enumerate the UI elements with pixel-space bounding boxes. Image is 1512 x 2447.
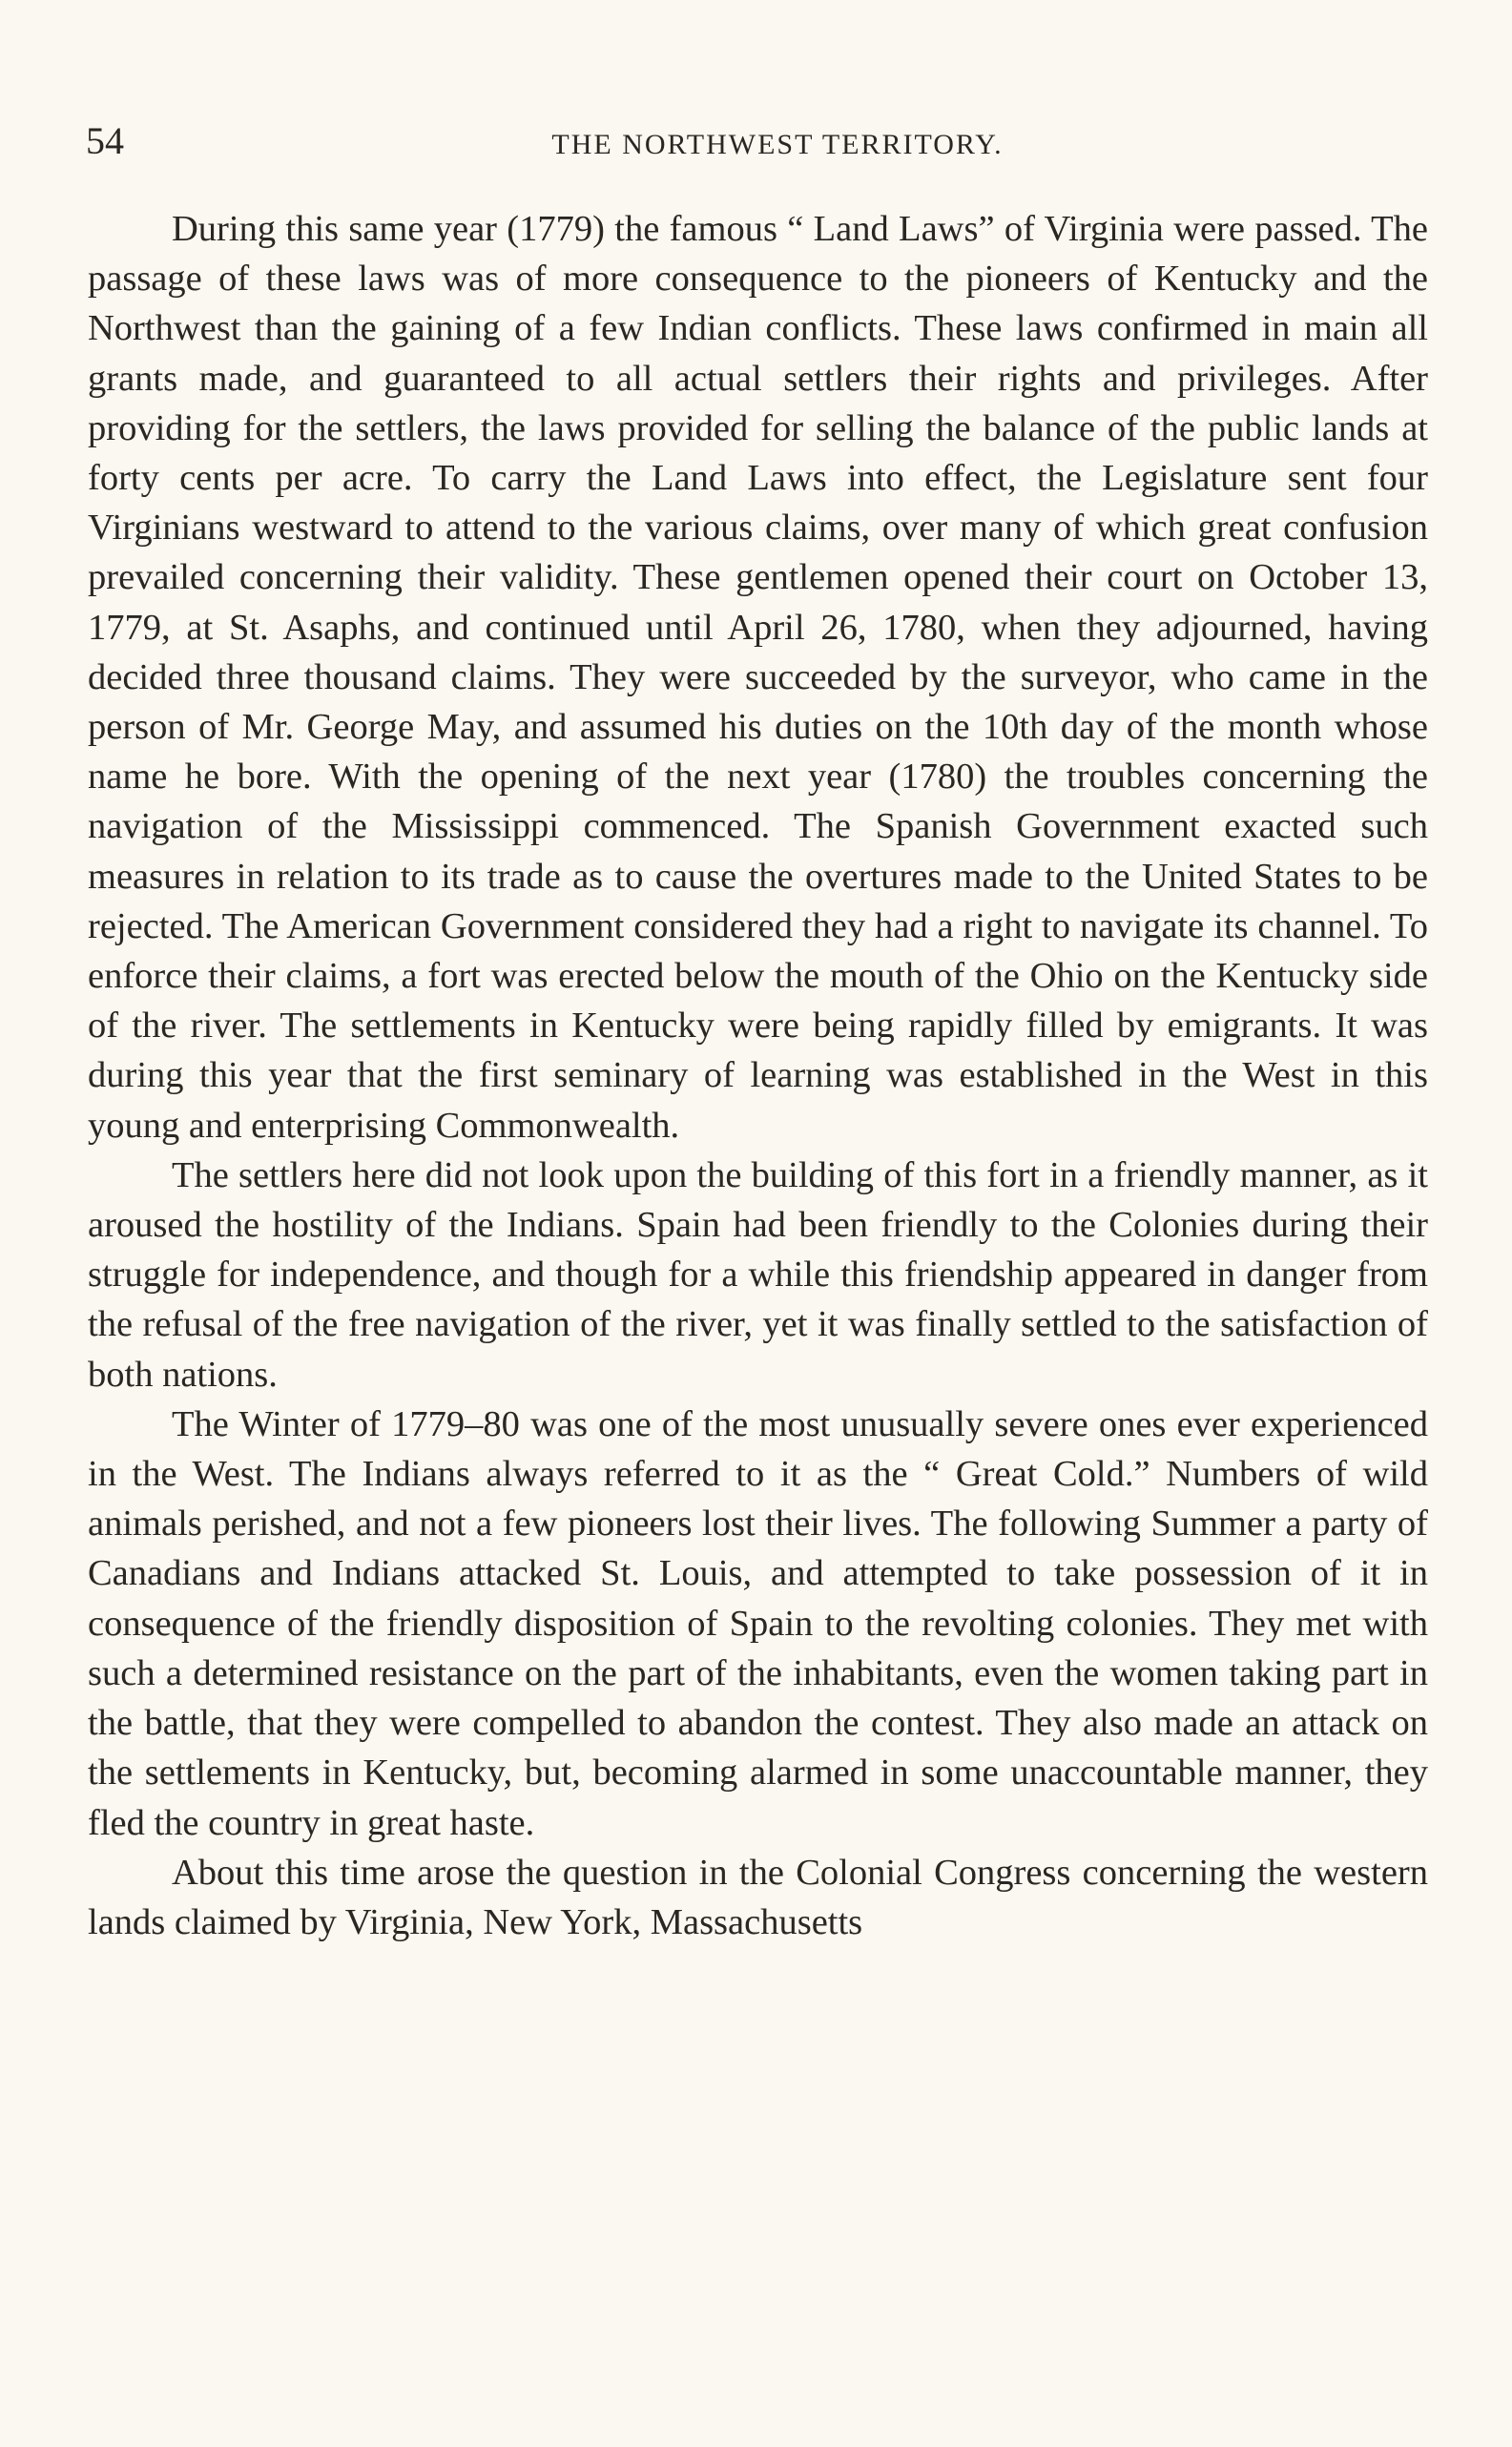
page-header: [86, 113, 1431, 170]
page-number: 54: [86, 119, 124, 162]
paragraph-fort-settlers: The settlers here did not look upon the building of this fort in a friendly manner, as it aroused the hostility of the Indians. Spain had been friendly to the Colonies during their struggle for independence, and though for a while this friendship appeared in danger from the refusal of the free navigation of the river, yet it was finally settled to the satisfaction of both nations.: [88, 1154, 1428, 1395]
running-title: THE NORTHWEST TERRITORY.: [551, 129, 1004, 160]
body-text: [88, 204, 1428, 1947]
paragraph-land-laws: During this same year (1779) the famous “ Land Laws” of Virginia were passed. The passage of these laws was of more consequence to the pioneers of Kentucky and the Northwest than the gaining of a few Indian conflicts. These laws confirmed in main all grants made, and guaranteed to all actual settlers their rights and privileges. After providing for the settlers, the laws provided for selling the balance of the public lands at forty cents per acre. To carry the Land Laws into effect, the Legislature sent four Virginians westward to attend to the various claims, over many of which great confusion prevailed concerning their validity. These gentlemen opened their court on October 13, 1779, at St. Asaphs, and continued until April 26, 1780, when they adjourned, having decided three thousand claims. They were succeeded by the surveyor, who came in the person of Mr. George May, and assumed his duties on the 10th day of the month whose name he bore. With the opening of the next year (1780) the troubles concerning the navigation of the Mississippi commenced. The Spanish Government exacted such measures in relation to its trade as to cause the overtures made to the United States to be rejected. The American Government considered they had a right to navigate its channel. To enforce their claims, a fort was erected below the mouth of the Ohio on the Kentucky side of the river. The settlements in Kentucky were being rapidly filled by emigrants. It was during this year that the first seminary of learning was established in the West in this young and enterprising Commonwealth.: [88, 209, 1428, 1146]
paragraph-great-cold: The Winter of 1779–80 was one of the most unusually severe ones ever experienced in the West. The Indians always referred to it as the “ Great Cold.” Numbers of wild animals perished, and not a few pioneers lost their lives. The following Summer a party of Canadians and Indians attacked St. Louis, and attempted to take possession of it in consequence of the friendly disposition of Spain to the revolting colonies. They met with such a determined resistance on the part of the inhabitants, even the women taking part in the battle, that they were compelled to abandon the contest. They also made an attack on the settlements in Kentucky, but, becoming alarmed in some unaccountable manner, they fled the country in great haste.: [88, 1403, 1428, 1843]
paragraph-colonial-congress: About this time arose the question in the Colonial Congress concerning the western lands claimed by Virginia, New York, Massachusetts: [88, 1852, 1428, 1942]
